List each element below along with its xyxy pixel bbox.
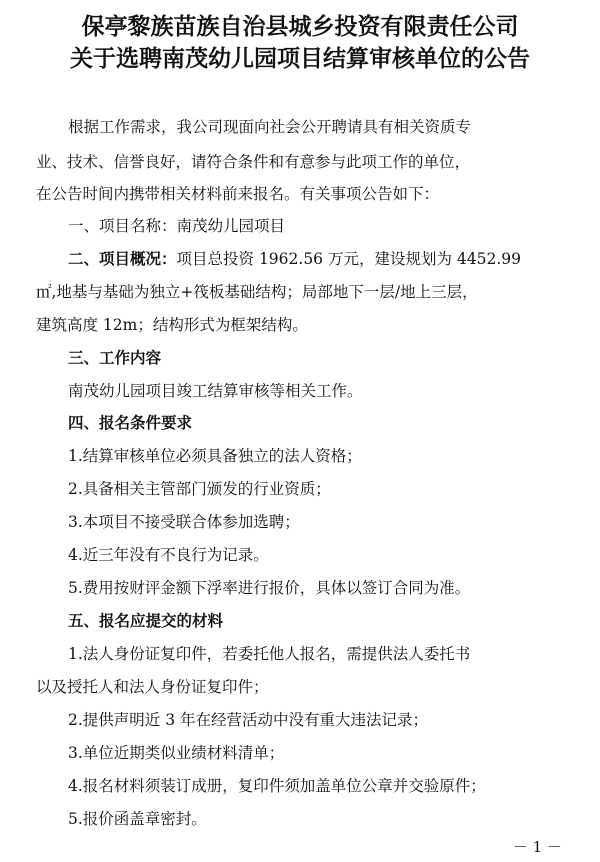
section1-paragraph (0, 216, 600, 236)
section2-text-line1: 项目总投资 1962.56 万元，建设规划为 4452.99 (176, 250, 521, 268)
section5-item-1-line2: 以及授托人和法人身份证复印件； (36, 678, 269, 696)
section2-text-line2: ㎡,地基与基础为独立+筏板基础结构；局部地下一层/地上三层， (36, 283, 478, 301)
section3-heading: 三、工作内容 (68, 349, 162, 367)
section2-text-line3: 建筑高度 12m；结构形式为框架结构。 (36, 316, 308, 334)
section4-item-1: 1.结算审核单位必须具备独立的法人资格； (68, 447, 362, 465)
intro-line-1: 根据工作需求，我公司现面向社会公开聘请具有相关资质专 (68, 118, 472, 136)
section2-heading: 二、项目概况： (68, 250, 177, 268)
intro-line-2: 业、技术、信誉良好，请符合条件和有意参与此项工作的单位， (36, 153, 471, 171)
section2-paragraph (0, 249, 600, 269)
section3-text: 南茂幼儿园项目竣工结算审核等相关工作。 (68, 382, 363, 400)
section4-item-4: 4.近三年没有不良行为记录。 (68, 546, 269, 564)
document-title-line2: 关于选聘南茂幼儿园项目结算审核单位的公告 (70, 46, 530, 72)
section5-item-1-line1: 1.法人身份证复印件，若委托他人报名，需提供法人委托书 (68, 645, 471, 663)
section1-heading: 一、项目名称： (68, 217, 177, 235)
intro-line-3: 在公告时间内携带相关材料前来报名。有关事项公告如下： (36, 185, 440, 203)
document-title-line1: 保亭黎族苗族自治县城乡投资有限责任公司 (81, 14, 519, 40)
section5-heading: 五、报名应提交的材料 (68, 612, 224, 630)
section4-heading: 四、报名条件要求 (68, 414, 193, 432)
page-number: － 1 － (512, 838, 562, 856)
section1-text: 南茂幼儿园项目 (176, 217, 286, 235)
section4-item-2: 2.具备相关主管部门颁发的行业资质； (68, 480, 331, 498)
section5-item-5: 5.报价函盖章密封。 (68, 810, 207, 828)
section4-item-3: 3.本项目不接受联合体参加选聘； (68, 513, 300, 531)
section4-item-5: 5.费用按财评金额下浮率进行报价，具体以签订合同为准。 (68, 579, 471, 597)
section5-item-2: 2.提供声明近 3 年在经营活动中没有重大违法记录； (68, 711, 429, 729)
section5-item-3: 3.单位近期类似业绩材料清单； (68, 744, 285, 762)
section5-item-4: 4.报名材料须装订成册，复印件须加盖单位公章并交验原件； (68, 777, 486, 795)
